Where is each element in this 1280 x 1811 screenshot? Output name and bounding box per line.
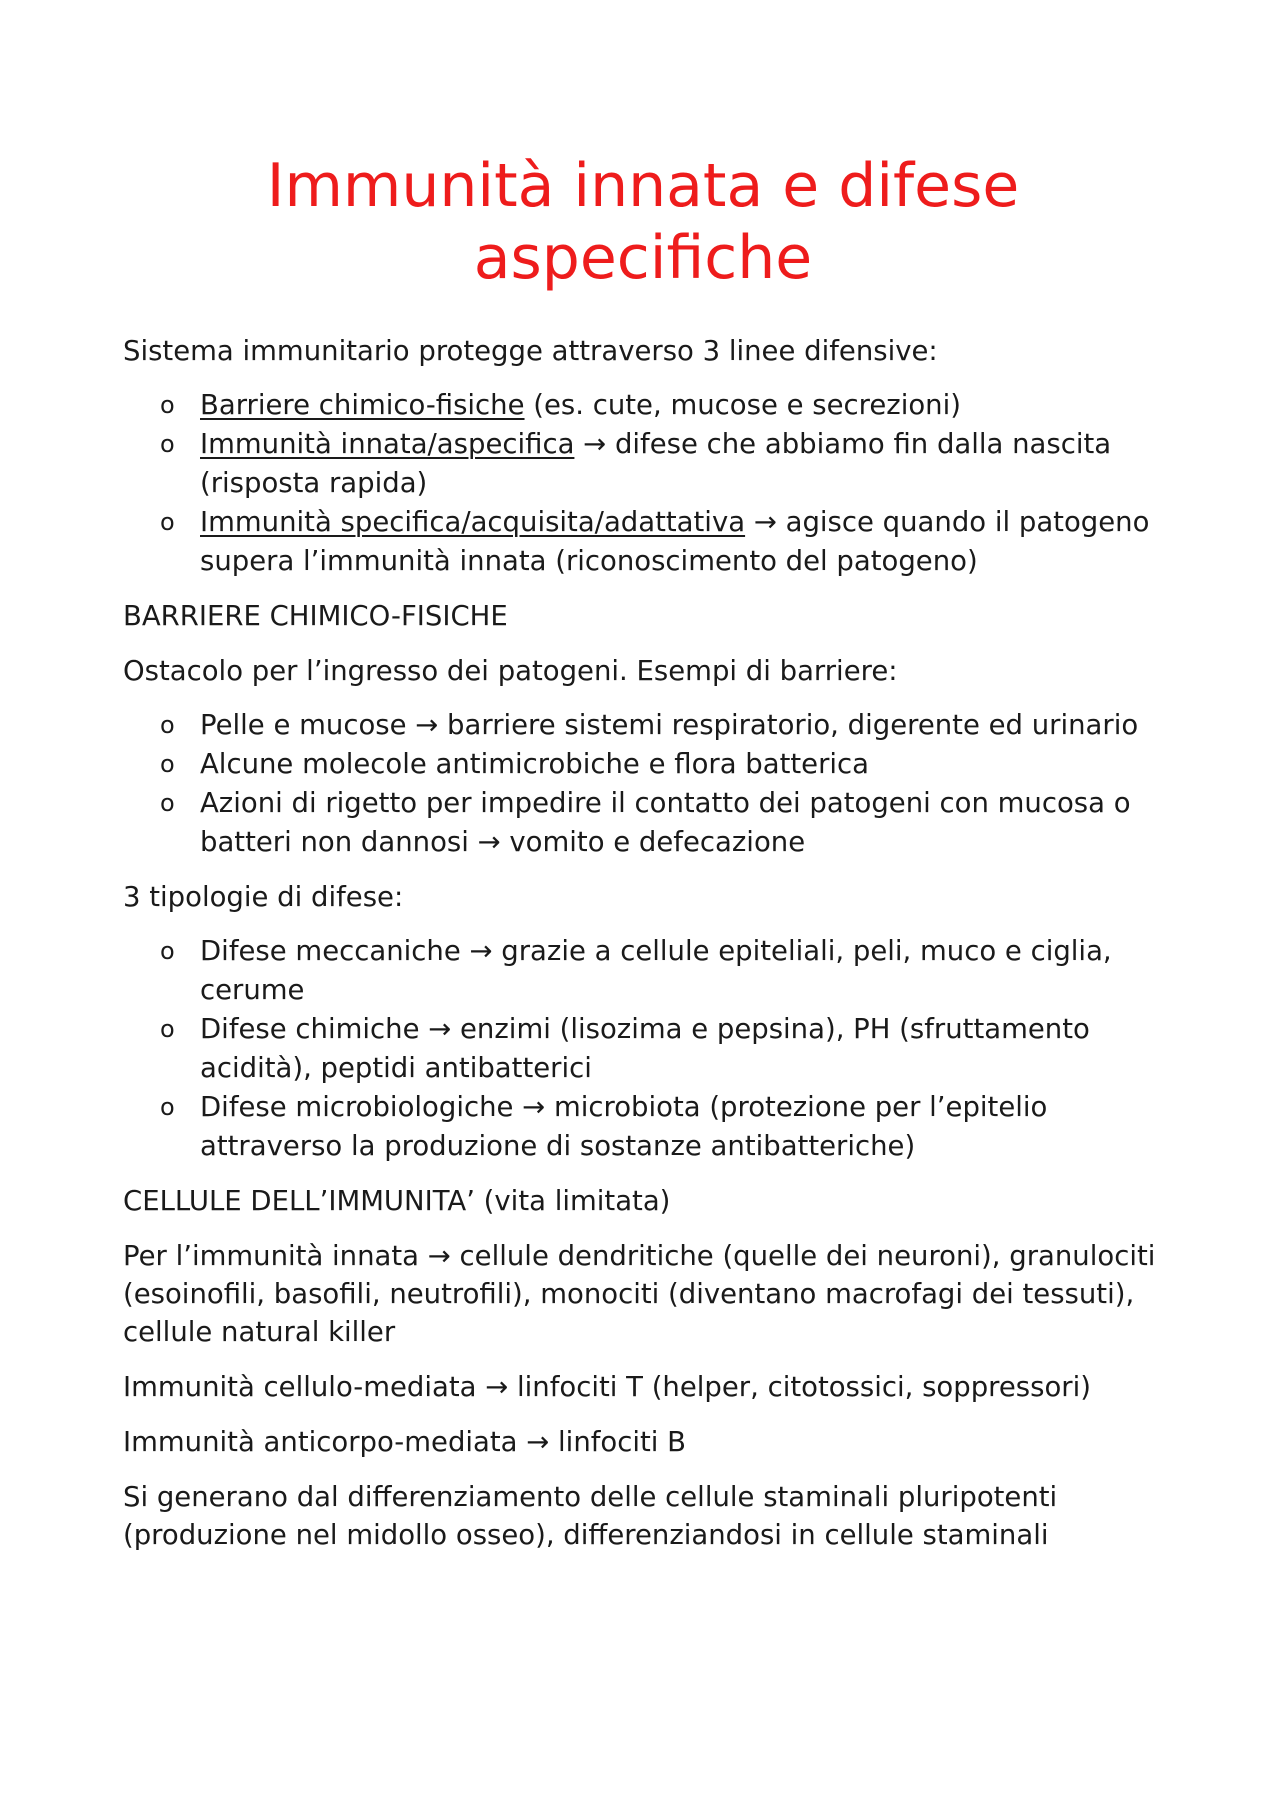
list-item	[160, 1010, 1163, 1088]
barrier-examples-list	[123, 706, 1163, 862]
bullet-icon: o	[160, 789, 175, 817]
defense-lines-list	[123, 386, 1163, 581]
list-item-text: Difese chimiche → enzimi (lisozima e pepsina), PH (sfruttamento acidità), peptidi antibatterici	[200, 1013, 1090, 1084]
title-line-2: aspecifiche	[473, 223, 813, 293]
list-item-text: Azioni di rigetto per impedire il contatto dei patogeni con mucosa o batteri non dannosi → vomito e defecazione	[200, 787, 1131, 858]
list-item-text: → agisce quando il patogeno supera l’immunità innata (riconoscimento del patogeno)	[200, 506, 1150, 577]
list-item	[160, 932, 1163, 1010]
bullet-icon: o	[160, 1093, 175, 1121]
list-item-term: Immunità innata/aspecifica	[200, 428, 575, 460]
list-item	[160, 1088, 1163, 1166]
innata-paragraph: Per l’immunità innata → cellule dendritiche (quelle dei neuroni), granulociti (esoinofili, basofili, neutrofili), monociti (diventano macrofagi dei tessuti), cellule natural killer	[123, 1240, 1156, 1348]
list-item	[160, 784, 1163, 862]
section-heading-cellule: CELLULE DELL’IMMUNITA’ (vita limitata)	[123, 1185, 671, 1217]
document-title	[123, 150, 1163, 294]
list-item	[160, 503, 1163, 581]
list-item	[160, 745, 1163, 784]
bullet-icon: o	[160, 1015, 175, 1043]
list-item-text: Alcune molecole antimicrobiche e flora batterica	[200, 748, 870, 780]
bullet-icon: o	[160, 508, 175, 536]
bullet-icon: o	[160, 937, 175, 965]
title-line-1: Immunità innata e difese	[266, 151, 1020, 221]
list-item-term: Immunità specifica/acquisita/adattativa	[200, 506, 746, 538]
section-heading-barriere: BARRIERE CHIMICO-FISICHE	[123, 600, 508, 632]
tipologie-paragraph: 3 tipologie di difese:	[123, 881, 404, 913]
ostacolo-paragraph: Ostacolo per l’ingresso dei patogeni. Esempi di barriere:	[123, 655, 898, 687]
list-item-text: Difese meccaniche → grazie a cellule epiteliali, peli, muco e ciglia, cerume	[200, 935, 1112, 1006]
list-item-text: Pelle e mucose → barriere sistemi respiratorio, digerente ed urinario	[200, 709, 1139, 741]
defense-types-list	[123, 932, 1163, 1166]
list-item-text: (es. cute, mucose e secrezioni)	[524, 389, 961, 421]
list-item-text: → difese che abbiamo fin dalla nascita (risposta rapida)	[200, 428, 1112, 499]
bullet-icon: o	[160, 391, 175, 419]
list-item-text: Difese microbiologiche → microbiota (protezione per l’epitelio attraverso la produzione di sostanze antibatteriche)	[200, 1091, 1048, 1162]
list-item-term: Barriere chimico-fisiche	[200, 389, 525, 421]
bullet-icon: o	[160, 711, 175, 739]
generano-paragraph: Si generano dal differenziamento delle cellule staminali pluripotenti (produzione nel midollo osseo), differenziandosi in cellule staminali	[123, 1481, 1058, 1551]
list-item	[160, 386, 1163, 425]
list-item	[160, 706, 1163, 745]
intro-paragraph: Sistema immunitario protegge attraverso 3 linee difensive:	[123, 335, 938, 367]
bullet-icon: o	[160, 430, 175, 458]
cellulo-mediata-paragraph: Immunità cellulo-mediata → linfociti T (helper, citotossici, soppressori)	[123, 1371, 1091, 1403]
anticorpo-mediata-paragraph: Immunità anticorpo-mediata → linfociti B	[123, 1426, 687, 1458]
document-page	[123, 150, 1163, 1571]
list-item	[160, 425, 1163, 503]
bullet-icon: o	[160, 750, 175, 778]
